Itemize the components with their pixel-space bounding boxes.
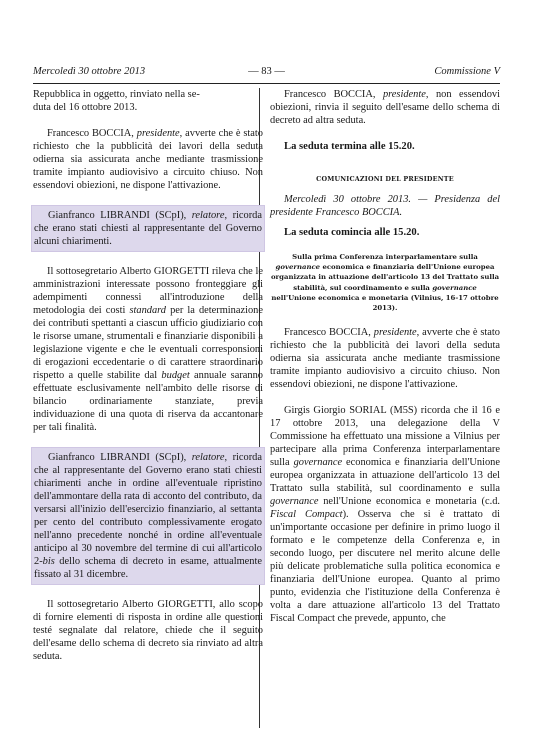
highlight-block [31,205,265,252]
session-end: La seduta termina alle 15.20. [284,141,415,152]
paragraph: Repubblica in oggetto, rinviato nella se- duta del 16 ottobre 2013. [33,89,200,113]
header-date: Mercoledì 30 ottobre 2013 [33,66,146,77]
page-header [33,66,500,84]
paragraph: Il sottosegretario Alberto GIORGETTI rileva che le amministrazioni interessate possono fronteggiare gli adempimenti connessi all'introduzione della metodologia dei costi standard per la determinazione dei contributi spettanti a ciascun ufficio giudiziario con le risorse umane, strumentali e finanziarie disponibili a legislazione vigente e che le eventuali corresponsioni di erogazioni eccedentarie o di carattere straordinario rispetto a quelle stabilite dal budget annuale saranno effettuate esclusivamente nell'ambito delle risorse di bilancio ordinariamente stanziate, previa individuazione di una quota di riserva da accantonare per tali finalità. [33,266,263,433]
paragraph: Francesco BOCCIA, presidente, avverte che è stato richiesto che la pubblicità dei lavori della seduta odierna sia assicurata anche mediante trasmissione tramite impianto audiovisivo a circuito chiuso. Non essendovi obiezioni, ne dispone l'attivazione. [270,327,500,391]
paragraph: Girgis Giorgio SORIAL (M5S) ricorda che il 16 e 17 ottobre 2013, una delegazione della V Commissione ha effettuato una missione a Vilnius per partecipare alla prima Conferenza interparlamentare sulla governance economica e finanziaria dell'Unione europea organizzata in attuazione dell'articolo 13 del Trattato sulla stabilità, sul coordinamento e sulla governance nell'Unione economica e monetaria (c.d. Fiscal Compact). Osserva che si è trattato di un'importante occasione per definire in primo luogo il formato e le competenze della Conferenza e, in secondo luogo, per discutere nel merito alcune delle più delicate problematiche sulla politica economica e finanziaria dell'Unione europea. Quanto al primo punto, evidenzia che l'istituzione della Conferenza è volta a dare attuazione all'articolo 13 del Trattato Fiscal Compact che prevede, appunto, che [270,405,500,625]
paragraph: Francesco BOCCIA, presidente, non essendovi obiezioni, rinvia il seguito dell'esame dello schema di decreto ad altra seduta. [270,89,500,126]
header-committee: Commissione V [434,66,500,77]
paragraph: Gianfranco LIBRANDI (SCpI), relatore, ricorda che erano stati chiesti al rappresentante del Governo alcuni chiarimenti. [34,210,262,247]
paragraph: Francesco BOCCIA, presidente, avverte che è stato richiesto che la pubblicità dei lavori della seduta odierna sia assicurata anche mediante trasmissione tramite impianto audiovisivo a circuito chiuso. Non essendovi obiezioni, ne dispone l'attivazione. [33,128,263,191]
topic-heading: Sulla prima Conferenza interparlamentare sulla governance economica e finanziaria dell'Unione europea organizzata in attuazione dell'articolo 13 del Trattato sulla stabilità, sul coordinamento e sulla governance nell'Unione economica e monetaria (Vilnius, 16-17 ottobre 2013). [270,253,500,313]
paragraph: Gianfranco LIBRANDI (SCpI), relatore, ricorda che al rappresentante del Governo erano stati chiesti chiarimenti anche in ordine all'eventuale ripristino dell'ammontare della rata di acconto del contributo, da versarsi all'inizio dell'esercizio finanziario, al settanta per cento del contributo complessivamente erogato nell'anno precedente nonché in ordine all'eventuale anticipo al 30 novembre del termine di cui all'articolo 2-bis dello schema di decreto in esame, attualmente fissato al 31 dicembre. [34,452,262,580]
header-page-number: — 83 — [248,66,285,77]
highlight-block [31,447,265,585]
paragraph: Il sottosegretario Alberto GIORGETTI, allo scopo di fornire elementi di risposta in ordine alle questioni testé segnalate dal relatore, chiede che il seguito dell'esame dello schema di decreto sia rinviato ad altra seduta. [33,599,263,662]
right-column [270,88,500,625]
section-title: COMUNICAZIONI DEL PRESIDENTE [316,175,454,183]
session-start: La seduta comincia alle 15.20. [284,227,420,238]
left-column [33,88,263,663]
date-line: Mercoledì 30 ottobre 2013. — Presidenza del presidente Francesco BOCCIA. [270,194,500,218]
